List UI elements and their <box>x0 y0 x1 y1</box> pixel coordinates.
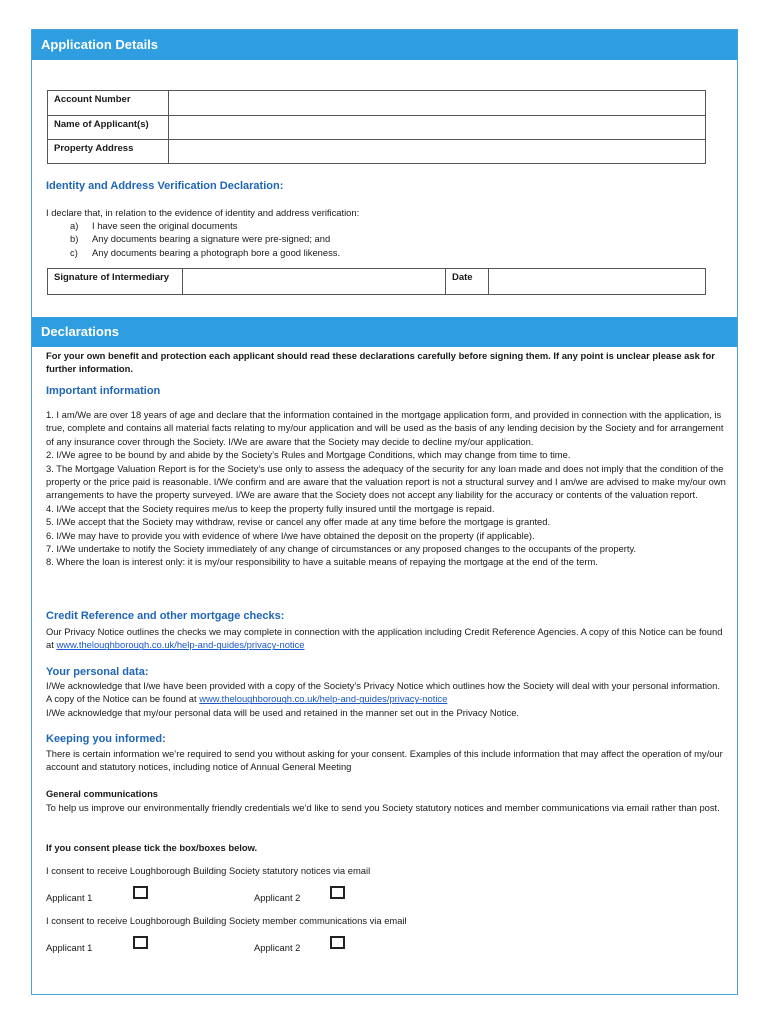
declaration-point: 3. The Mortgage Valuation Report is for the Society’s use only to assess the adequacy of the security for any loan made and does not imply that the condition of the property or the price paid is reasonable. I/We confirm and are aware that the valuation report is not a structural survey and I am/we are advised to make my/our own arrangements to have the property surveyed. I/We are aware that the Society does not accept any liability for the accuracy or contents of the valuation report. <box>46 462 726 501</box>
applicant-2-label: Applicant 2 <box>254 942 301 953</box>
signature-field[interactable] <box>183 269 446 295</box>
declaration-points <box>46 408 731 569</box>
signature-table <box>47 268 706 295</box>
credit-text: Our Privacy Notice outlines the checks we may complete in connection with the application including Credit Reference Agencies. A copy of this Notice can be found at www.theloughborough.co.uk/help-and-guides/privacy-notice <box>46 626 723 651</box>
declaration-point: 2. I/We agree to be bound by and abide by the Society’s Rules and Mortgage Conditions, which may change from time to time. <box>46 449 571 461</box>
identity-intro: I declare that, in relation to the evidence of identity and address verification: <box>46 207 360 218</box>
personal-data-heading: Your personal data: <box>46 666 149 678</box>
statutory-applicant-2-checkbox[interactable] <box>330 886 345 899</box>
property-address-label: Property Address <box>48 140 169 164</box>
account-number-field[interactable] <box>169 91 706 116</box>
applicant-1-label: Applicant 1 <box>46 942 93 953</box>
consent-instruction: If you consent please tick the box/boxes below. <box>46 842 258 853</box>
date-label: Date <box>446 269 489 295</box>
applicant-name-field[interactable] <box>169 116 706 140</box>
general-comms-text: To help us improve our environmentally friendly credentials we’d like to send you Society statutory notices and member communications via email rather than post. <box>46 802 720 813</box>
identity-item: c) Any documents bearing a photograph bore a good likeness. <box>70 246 341 258</box>
form-frame <box>31 29 738 995</box>
important-heading: Important information <box>46 385 161 397</box>
declaration-point: 8. Where the loan is interest only: it is my/our responsibility to have a suitable means of repaying the mortgage at the end of the term. <box>46 556 598 568</box>
personal-data-text: I/We acknowledge that I/we have been provided with a copy of the Society’s Privacy Notice which outlines how the Society will deal with your personal information. A copy of the Notice can be found at www.theloughborough.co.uk/help-and-guides/privacy-notice I/We acknowledge that my/our personal data will be used and retained in the manner set out in the Privacy Notice. <box>46 679 726 719</box>
declaration-point: 1. I am/We are over 18 years of age and declare that the information contained in the mortgage application form, and provided in connection with the application, is true, complete and contains all material facts relating to my/our application and will be used as the basis of any lending decision by the Society and for arrangement of any insurance cover through the Society. I/We are aware that the Society may decide to decline my/our application. <box>46 409 724 447</box>
applicant-1-label: Applicant 1 <box>46 892 93 903</box>
keeping-informed-text: There is certain information we’re required to send you without asking for your consent. Examples of this include information that may affect the operation of my/our account and statutory notices, including notice of Annual General Meeting <box>46 748 723 773</box>
statutory-applicant-1-checkbox[interactable] <box>133 886 148 899</box>
keeping-informed-heading: Keeping you informed: <box>46 733 166 745</box>
general-comms-heading: General communications <box>46 788 159 799</box>
identity-item: b) Any documents bearing a signature were pre-signed; and <box>70 233 331 245</box>
applicant-2-label: Applicant 2 <box>254 892 301 903</box>
privacy-notice-link-2[interactable]: www.theloughborough.co.uk/help-and-guides/privacy-notice <box>199 693 448 705</box>
date-field[interactable] <box>489 269 706 295</box>
declaration-point: 5. I/We accept that the Society may withdraw, revise or cancel any offer made at any time before the mortgage is granted. <box>46 516 551 528</box>
identity-heading: Identity and Address Verification Declaration: <box>46 180 284 192</box>
consent-member: I consent to receive Loughborough Building Society member communications via email <box>46 915 407 926</box>
declarations-header: Declarations <box>32 317 737 347</box>
personal-data-retention: I/We acknowledge that my/our personal data will be used and retained in the manner set out in the Privacy Notice. <box>46 706 520 718</box>
signature-label: Signature of Intermediary <box>48 269 183 295</box>
applicant-name-label: Name of Applicant(s) <box>48 116 169 140</box>
member-applicant-1-checkbox[interactable] <box>133 936 148 949</box>
member-applicant-2-checkbox[interactable] <box>330 936 345 949</box>
declaration-point: 4. I/We accept that the Society requires me/us to keep the property fully insured until the mortgage is repaid. <box>46 502 495 514</box>
account-number-label: Account Number <box>48 91 169 116</box>
privacy-notice-link[interactable]: www.theloughborough.co.uk/help-and-guides/privacy-notice <box>56 639 305 651</box>
consent-statutory: I consent to receive Loughborough Building Society statutory notices via email <box>46 865 371 876</box>
application-details-table <box>47 90 706 164</box>
credit-heading: Credit Reference and other mortgage checks: <box>46 610 285 622</box>
identity-item: a) I have seen the original documents <box>70 220 238 231</box>
application-details-header: Application Details <box>32 30 737 60</box>
declaration-point: 6. I/We may have to provide you with evidence of where I/we have obtained the deposit on the property (if applicable). <box>46 529 535 541</box>
declarations-lead: For your own benefit and protection each applicant should read these declarations carefully before signing them. If any point is unclear please ask for further information. <box>46 350 715 375</box>
declaration-point: 7. I/We undertake to notify the Society immediately of any change of circumstances or any proposed changes to the occupants of the property. <box>46 543 637 555</box>
property-address-field[interactable] <box>169 140 706 164</box>
identity-list <box>70 219 340 259</box>
